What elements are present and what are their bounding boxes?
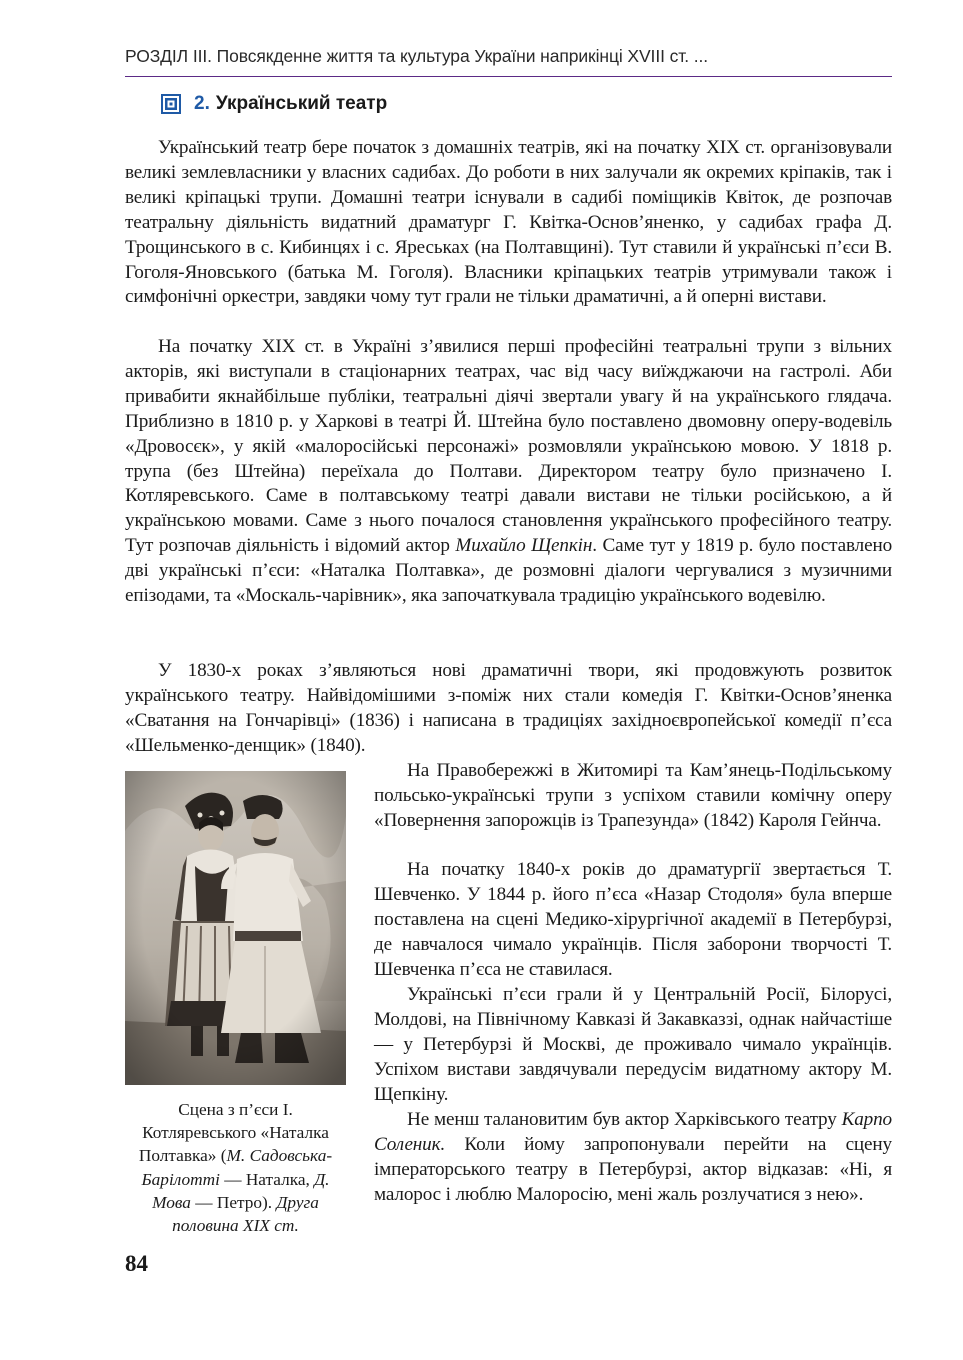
page-number: 84 [125, 1251, 148, 1276]
section-heading [160, 93, 387, 115]
paragraph-7-tail: Коли йому запропонували перейти на сцену імператорського театру в Петербурзі, актор відказав: «Ні, я малорос і люблю Малоросію, мені жаль розлучатися з нею». [374, 1133, 892, 1205]
caption-text-1: Сцена з п’єси І. Котляревського «Наталка Полтавка» ( [138, 1100, 329, 1166]
paragraph-5: На початку 1840-х років до драматургії звертається Т. Шевченко. У 1844 р. його п’єса «Назар Стодоля» була вперше поставлена на сцені Медико-хірургічної академії в Петербурзі, де навчалося чимало українців. Після заборони творчості Т. Шевченка п’єса не ставилася. [374, 859, 892, 980]
caption-date: Друга половина XIX ст. [172, 1192, 319, 1236]
paragraph-2 [125, 335, 892, 609]
caption-actress: М. Садовська-Барілотті [141, 1146, 333, 1189]
paragraph-7-text: Не менш талановитим був актор Харківського театру [407, 1109, 837, 1130]
header-rule [125, 76, 892, 77]
caption-text-3: — Петро). [190, 1192, 277, 1212]
running-head: РОЗДІЛ ІІІ. Повсякденне життя та культура України наприкінці XVIII ст. ... [125, 46, 709, 66]
photo-caption [125, 1098, 346, 1237]
paragraph-6: Українські п’єси грали й у Центральній Росії, Білорусі, Молдові, на Північному Кавказі й Закавказзі, однак найчастіше — у Петербурзі й Москві, де проживало чимало українців. Успіхом вистави завдячували передусім видатному актору М. Щепкіну. [374, 984, 892, 1105]
paragraph-1: Український театр бере початок з домашніх театрів, які на початку XIX ст. організовували великі землевласники у власних садибах. До роботи в них залучали як окремих кріпаків, так і великі кріпацькі трупи. Домашні театри існували в садибі поміщиків Квіток, де розпочав театральну діяльність видатний драматург Г. Квітка-Основ’яненко, у садибах графа Д. Трощинського в с. Кибинцях і с. Яреськах (на Полтавщині). Тут ставили й українські п’єси В. Гоголя-Яновського (батька М. Гоголя). Власники кріпацьких театрів утримували також і симфонічні оркестри, завдяки чому тут грали не тільки драматичні, а й оперні вистави. [125, 137, 892, 308]
section-title: Український театр [215, 93, 388, 114]
theatre-scene-photo [125, 771, 346, 1085]
chip-icon [160, 93, 182, 115]
paragraph-7 [374, 1108, 892, 1208]
paragraph-2-text: На початку XIX ст. в Україні з’явилися перші професійні театральні трупи з вільних акторів, які виступали в стаціонарних театрах, час від часу виїжджаючи на гастролі. Аби привабити якнайбільше публіки, театральні діячі звертали увагу й на українського глядача. Приблизно в 1810 р. у Харкові в театрі Й. Штейна було поставлено двомовну оперу-водевіль «Дровосєк», у якій «малоросійські персонажі» розмовляли українською мовою. У 1818 р. трупа (без Штейна) переїхала до Полтави. Директором театру було призначено І. Котляревського. Саме в полтавському театрі давали вистави не тільки російською, а й українською мовами. Саме з нього почалося становлення українського професійного театру. Тут розпочав діяльність і відомий актор [125, 336, 892, 557]
caption-actor: Д. Мова [152, 1169, 330, 1212]
actor-name-solenyk: Карпо Соленик. [374, 1109, 892, 1155]
paragraph-3: У 1830-х роках з’являються нові драматичні твори, які продовжують розвиток українського театру. Найвідомішими з-поміж них стали комедія Г. Квітки-Основ’яненка «Сватання на Гончарівці» (1836) і написана в традиціях західноєвропейської комедії п’єса «Шельменко-денщик» (1840). [125, 660, 892, 756]
paragraph-4: На Правобережжі в Житомирі та Кам’янець-Подільському польсько-українські трупи з успіхом ставили комічну оперу «Повернення запорожців із Трапезунда» (1842) Кароля Гейнча. [374, 760, 892, 831]
actor-name-shchepkin: Михайло Щепкін [455, 535, 593, 557]
section-number: 2. [194, 93, 210, 114]
paragraph-2-tail: . Саме тут у 1819 р. було поставлено дві українські п’єси: «Наталка Полтавка», де розмовні діалоги чергувалися з музичними епізодами, та «Москаль-чарівник», яка започаткувала традицію українського водевілю. [125, 535, 893, 607]
caption-text-2: — Наталка, [219, 1169, 315, 1189]
